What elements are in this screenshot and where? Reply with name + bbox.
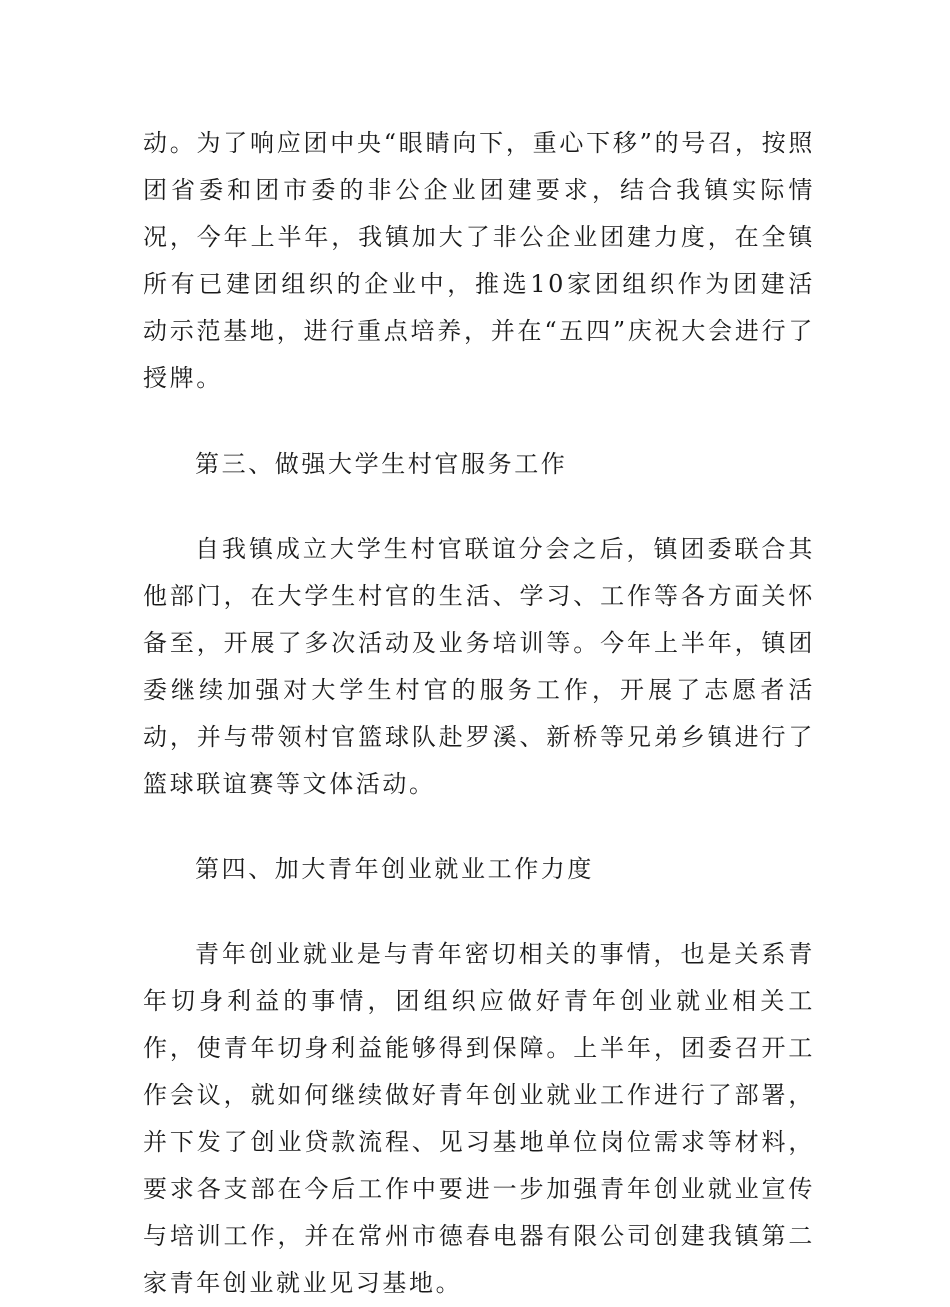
paragraph-non-public-enterprise: 动。为了响应团中央“眼睛向下，重心下移”的号召，按照团省委和团市委的非公企业团建要求，结合我镇实际情况，今年上半年，我镇加大了非公企业团建力度，在全镇所有已建团组织的企业中，推选10家团组织作为团建活动示范基地，进行重点培养，并在“五四”庆祝大会进行了授牌。	[143, 129, 815, 392]
paragraph-youth-employment: 青年创业就业是与青年密切相关的事情，也是关系青年切身利益的事情，团组织应做好青年创业就业相关工作，使青年切身利益能够得到保障。上半年，团委召开工作会议，就如何继续做好青年创业就业工作进行了部署，并下发了创业贷款流程、见习基地单位岗位需求等材料，要求各支部在今后工作中要进一步加强青年创业就业宣传与培训工作，并在常州市德春电器有限公司创建我镇第二家青年创业就业见习基地。	[143, 940, 815, 1297]
section-heading-youth-employment: 第四、加大青年创业就业工作力度	[195, 855, 594, 883]
document-body	[143, 120, 815, 1307]
paragraph-village-officials: 自我镇成立大学生村官联谊分会之后，镇团委联合其他部门，在大学生村官的生活、学习、工作等各方面关怀备至，开展了多次活动及业务培训等。今年上半年，镇团委继续加强对大学生村官的服务工作，开展了志愿者活动，并与带领村官篮球队赴罗溪、新桥等兄弟乡镇进行了篮球联谊赛等文体活动。	[143, 535, 815, 798]
section-heading-village-officials: 第三、做强大学生村官服务工作	[195, 450, 568, 478]
